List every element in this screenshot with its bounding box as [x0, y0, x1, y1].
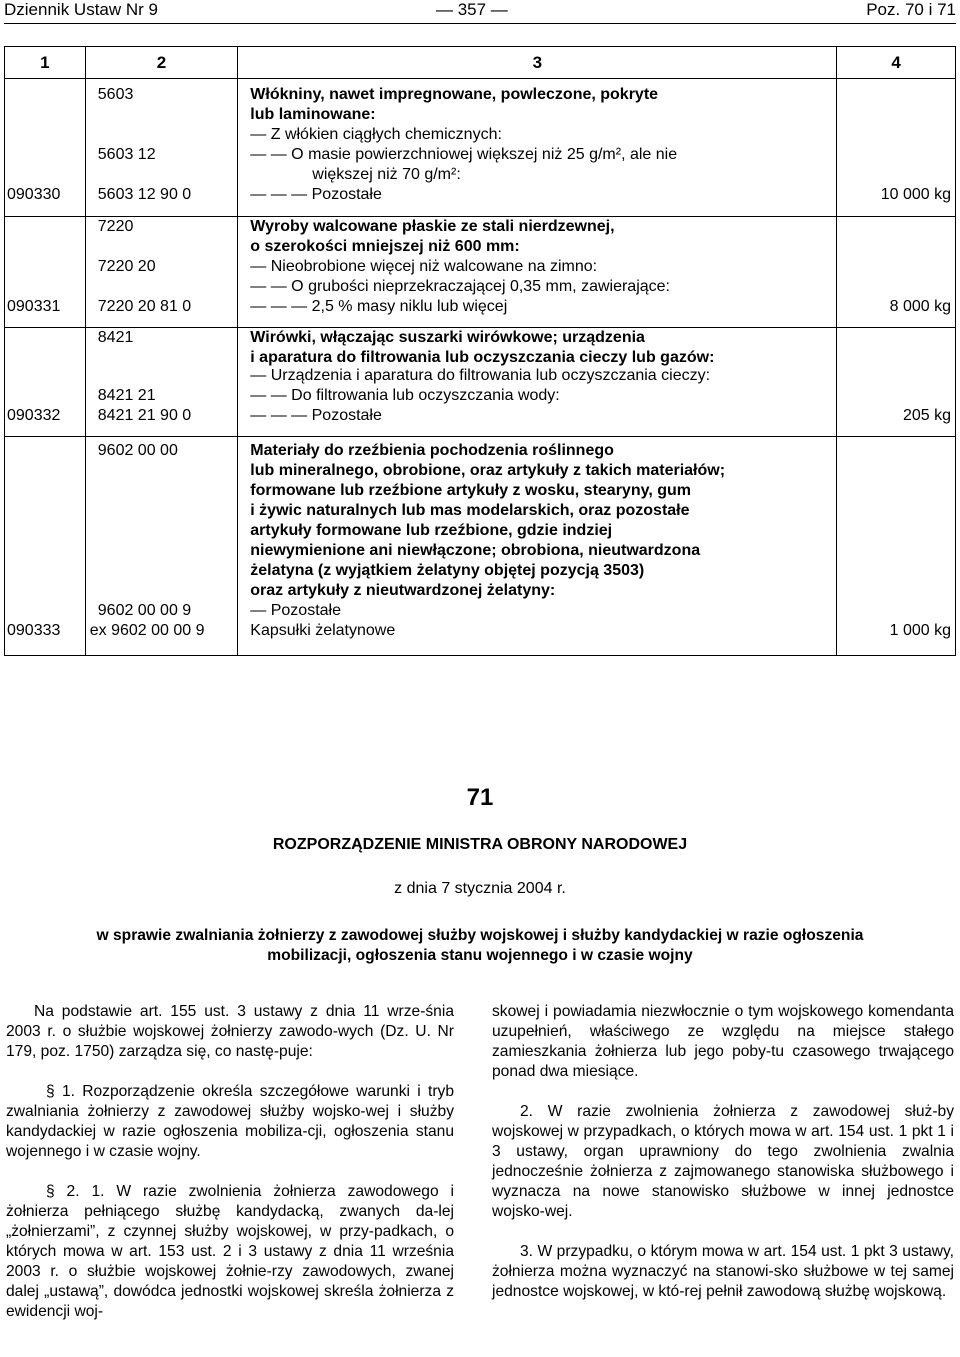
cn-code: 5603 12 90 0	[97, 186, 192, 203]
goods-table	[4, 46, 956, 656]
cn-code: 8421 21	[97, 387, 156, 404]
act-subject-line-2: mobilizacji, ogłoszenia stanu wojennego i w czasie wojny	[267, 947, 693, 964]
preamble-paragraph: Na podstawie art. 155 ust. 3 ustawy z dnia 11 wrze-śnia 2003 r. o służbie wojskowej żołnierzy zawodo-wych (Dz. U. Nr 179, poz. 1750) zarządza się, co nastę-puje:	[6, 1003, 454, 1060]
paragraph-2-2: 2. W razie zwolnienia żołnierza z zawodowej służ-by wojskowej w przypadkach, o których mowa w art. 154 ust. 1 pkt 1 i 3 ustawy, organ uprawniony do tego zwolnienia zwalnia jednocześnie żołnierza z zajmowanego stanowiska służbowego i wyznacza na nowe stanowisko służbowe w innej jednostce wojsko-wej.	[492, 1103, 954, 1220]
goods-description: — Nieobrobione więcej niż walcowane na zimno:	[250, 258, 598, 275]
col-header-1: 1	[5, 47, 86, 79]
cn-code: 7220	[97, 218, 134, 235]
paragraph-1: § 1. Rozporządzenie określa szczegółowe warunki i tryb zwalniania żołnierzy z zawodowej służby wojsko-wej i służby kandydackiej w razie ogłoszenia mobiliza-cji, ogłoszenia stanu wojennego i w czasie wojny.	[6, 1083, 454, 1160]
cn-code: 7220 20 81 0	[97, 298, 192, 315]
cn-code: ex 9602 00 00 9	[89, 622, 205, 639]
quantity-limit: 8 000 kg	[889, 298, 951, 315]
col-header-3: 3	[238, 47, 837, 79]
left-column	[6, 1002, 454, 1322]
goods-description: Wyroby walcowane płaskie ze stali nierdzewnej,	[250, 218, 615, 235]
goods-description: lub mineralnego, obrobione, oraz artykuły z takich materiałów;	[250, 462, 726, 479]
quantity-limit: 10 000 kg	[880, 186, 951, 203]
paragraph-2: § 2. 1. W razie zwolnienia żołnierza zawodowego i żołnierza pełniącego służbę kandydacką, zwanych da-lej „żołnierzami”, z czynnej służby wojskowej, w przy-padkach, o których mowa w art. 153 ust. 2 i 3 ustawy z dnia 11 września 2003 r. o służbie wojskowej żołnie-rzy zawodowych, zwanej dalej „ustawą”, dowódca jednostki wojskowej skreśla żołnierza z ewidencji woj-	[6, 1183, 454, 1320]
position-ref: Poz. 70 i 71	[866, 0, 956, 19]
serial-number: 090331	[7, 298, 61, 315]
goods-description: oraz artykuły z nieutwardzonej żelatyny:	[250, 582, 556, 599]
table-row	[5, 328, 956, 437]
page-header	[4, 0, 956, 22]
goods-description: — — — 2,5 % masy niklu lub więcej	[250, 298, 508, 315]
goods-description: lub laminowane:	[250, 106, 376, 123]
goods-description: Materiały do rzeźbienia pochodzenia roślinnego	[250, 442, 614, 459]
cn-code: 8421 21 90 0	[97, 407, 192, 424]
page-number: — 357 —	[436, 0, 508, 19]
goods-description: Kapsułki żelatynowe	[250, 622, 396, 639]
cn-code: 5603	[97, 86, 134, 103]
act-number: 71	[466, 784, 494, 811]
col-header-2: 2	[85, 47, 238, 79]
cn-code: 9602 00 00 9	[97, 602, 192, 619]
act-title: ROZPORZĄDZENIE MINISTRA OBRONY NARODOWEJ	[272, 836, 688, 853]
goods-description: formowane lub rzeźbione artykuły z wosku, stearyny, gum	[250, 482, 691, 499]
goods-description: Wirówki, włączając suszarki wirówkowe; urządzenia	[250, 329, 645, 346]
act-date: z dnia 7 stycznia 2004 r.	[394, 880, 566, 897]
goods-description: artykuły formowane lub rzeźbione, gdzie indziej	[250, 522, 613, 539]
col-header-4: 4	[837, 47, 956, 79]
goods-description: niewymienione ani niewłączone; obrobiona, nieutwardzona	[250, 542, 701, 559]
goods-description: i aparatura do filtrowania lub oczyszczania cieczy lub gazów:	[250, 349, 715, 366]
goods-description: — Urządzenia i aparatura do filtrowania lub oczyszczania cieczy:	[250, 367, 711, 384]
header-rule	[4, 23, 956, 24]
goods-description: — Pozostałe	[250, 602, 341, 619]
goods-description: — — — Pozostałe	[250, 186, 382, 203]
goods-description: — — — Pozostałe	[250, 407, 382, 424]
goods-description: — — O masie powierzchniowej większej niż 25 g/m², ale nie	[250, 146, 678, 163]
quantity-limit: 1 000 kg	[889, 622, 951, 639]
paragraph-2-cont: skowej i powiadamia niezwłocznie o tym wojskowego komendanta uzupełnień, właściwego ze względu na miejsce stałego zamieszkania żołnierza lub jego poby-tu czasowego trwającego ponad dwa miesiące.	[492, 1003, 954, 1080]
goods-description: o szerokości mniejszej niż 600 mm:	[250, 238, 520, 255]
goods-description: żelatyna (z wyjątkiem żelatyny objętej pozycją 3503)	[250, 562, 645, 579]
cn-code: 8421	[97, 329, 134, 346]
goods-description: Włókniny, nawet impregnowane, powleczone, pokryte	[250, 86, 659, 103]
serial-number: 090330	[7, 186, 61, 203]
act-subject-line-1: w sprawie zwalniania żołnierzy z zawodowej służby wojskowej i służby kandydackiej w razie ogłoszenia	[96, 927, 864, 944]
goods-description: — Z włókien ciągłych chemicznych:	[250, 126, 502, 143]
table-row	[5, 437, 956, 656]
serial-number: 090332	[7, 407, 61, 424]
right-column	[492, 1002, 954, 1302]
serial-number: 090333	[7, 622, 61, 639]
goods-description: większej niż 70 g/m²:	[312, 166, 461, 183]
paragraph-2-3: 3. W przypadku, o którym mowa w art. 154 ust. 1 pkt 3 ustawy, żołnierza można wyznaczyć na stanowi-sko służbowe w tej samej jednostce wojskowej, w któ-rej pełnił zawodową służbę wojskową.	[492, 1243, 954, 1300]
goods-description: — — Do filtrowania lub oczyszczania wody:	[250, 387, 560, 404]
cn-code: 7220 20	[97, 258, 156, 275]
goods-description: — — O grubości nieprzekraczającej 0,35 mm, zawierające:	[250, 278, 670, 295]
quantity-limit: 205 kg	[902, 407, 951, 424]
goods-description: i żywic naturalnych lub mas modelarskich, oraz pozostałe	[250, 502, 690, 519]
cn-code: 5603 12	[97, 146, 156, 163]
table-header-row	[5, 47, 956, 79]
journal-title: Dziennik Ustaw Nr 9	[4, 0, 158, 19]
cn-code: 9602 00 00	[97, 442, 178, 459]
table-row	[5, 79, 956, 217]
table-row	[5, 217, 956, 328]
